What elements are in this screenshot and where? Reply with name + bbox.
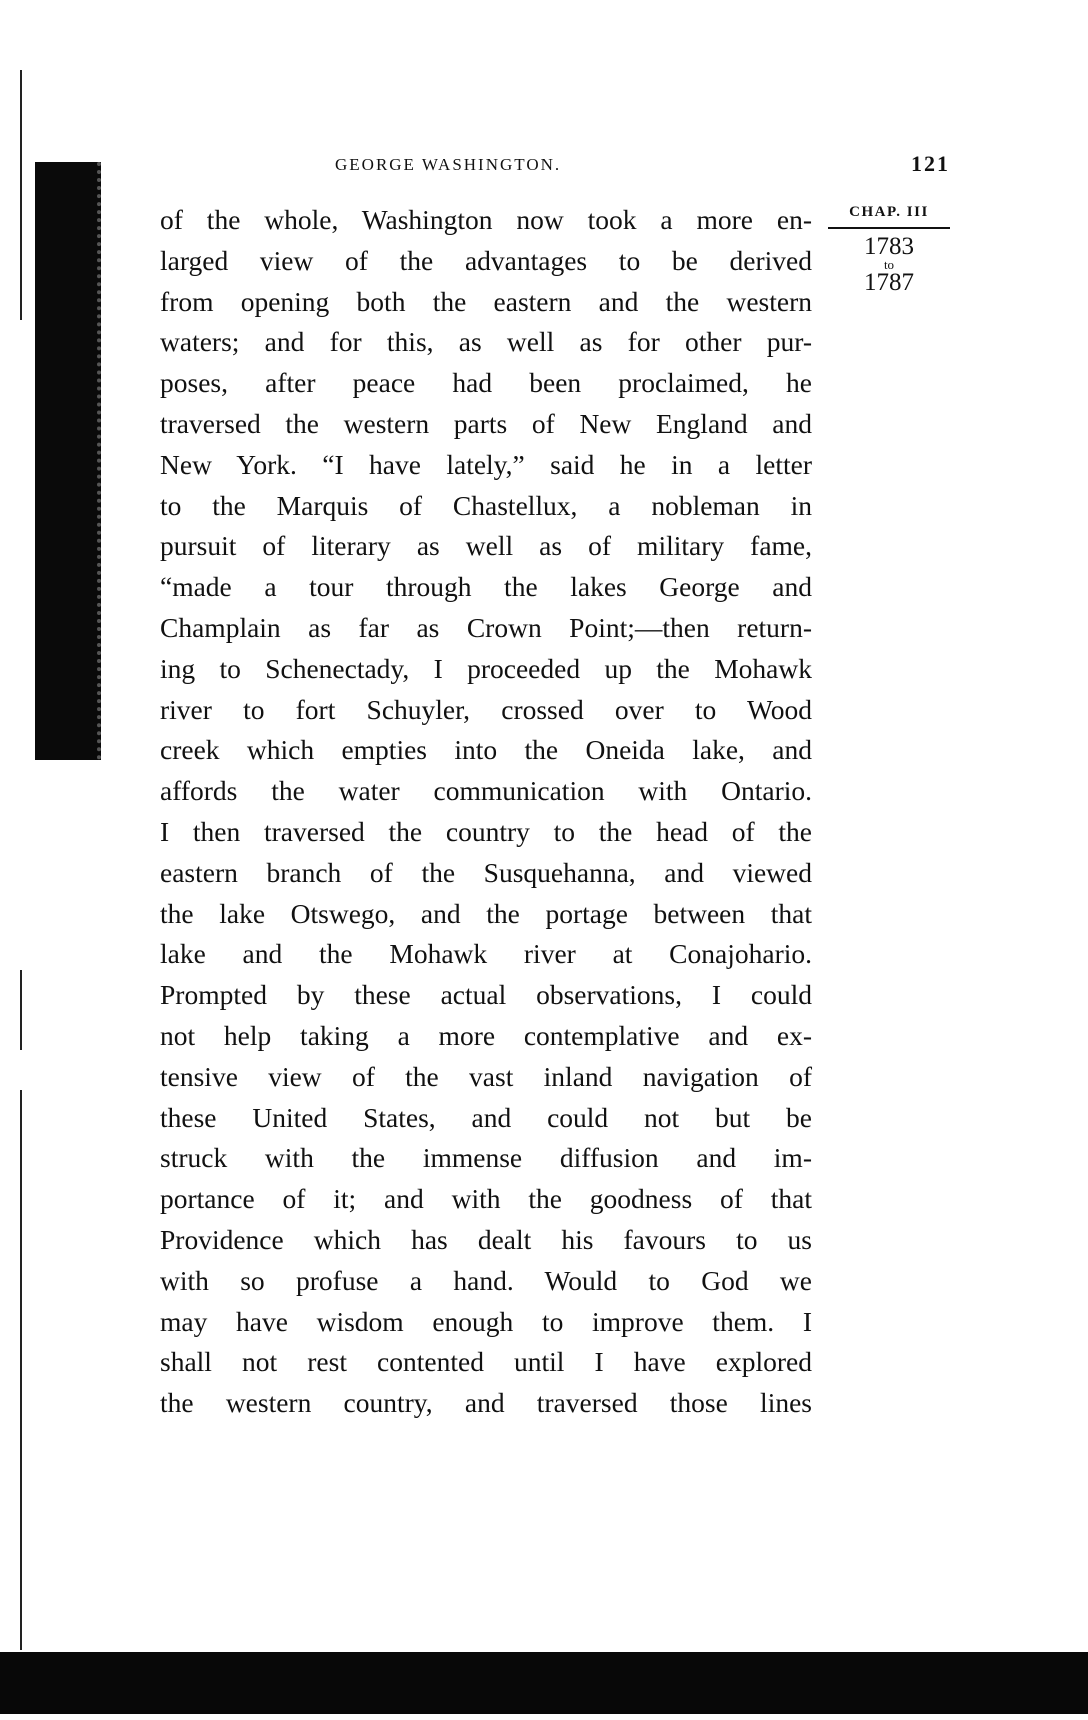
page-number: 121 (911, 151, 950, 176)
text-line: Providence which has dealt his favours to us (160, 1223, 812, 1255)
text-line: portance of it; and with the goodness of that (160, 1183, 812, 1215)
text-line: may have wisdom enough to improve them. I (160, 1305, 812, 1337)
text-line: river to fort Schuyler, crossed over to Wood (160, 693, 812, 725)
text-line: “made a tour through the lakes George and (160, 571, 812, 603)
year-end: 1787 (864, 269, 914, 296)
text-line: traversed the western parts of New England and (160, 407, 812, 439)
scan-binding-shadow (35, 162, 101, 760)
text-line: eastern branch of the Susquehanna, and viewed (160, 856, 812, 888)
text-line: of the whole, Washington now took a more en- (160, 204, 812, 235)
text-line: waters; and for this, as well as for other pur- (160, 326, 812, 358)
text-line: affords the water communication with Ontario. (160, 775, 812, 807)
text-line: with so profuse a hand. Would to God we (160, 1264, 812, 1296)
text-line: Champlain as far as Crown Point;—then return- (160, 611, 812, 643)
scan-edge-line (20, 70, 22, 320)
text-line: New York. “I have lately,” said he in a letter (160, 448, 812, 480)
text-line: not help taking a more contemplative and ex- (160, 1019, 812, 1051)
scan-bottom-shadow (0, 1652, 1088, 1714)
text-line: poses, after peace had been proclaimed, he (160, 367, 812, 399)
chapter-label: CHAP. III (828, 204, 950, 229)
text-line: ing to Schenectady, I proceeded up the Mohawk (160, 652, 812, 684)
page-header (160, 151, 950, 185)
text-line: pursuit of literary as well as of military fame, (160, 530, 812, 562)
text-line: I then traversed the country to the head of the (160, 815, 812, 847)
text-line: larged view of the advantages to be derived (160, 244, 812, 276)
year-start: 1783 (864, 233, 914, 260)
text-line: the western country, and traversed those lines (160, 1387, 812, 1419)
text-line: shall not rest contented until I have explored (160, 1346, 812, 1378)
body-text (160, 200, 812, 1424)
text-line: creek which empties into the Oneida lake, and (160, 734, 812, 766)
running-title: GEORGE WASHINGTON. (335, 155, 562, 174)
text-line: to the Marquis of Chastellux, a nobleman in (160, 489, 812, 521)
scan-edge-line (20, 970, 22, 1050)
text-line: Prompted by these actual observations, I could (160, 979, 812, 1011)
scan-edge-line (20, 1090, 22, 1650)
year-range-to: to (883, 257, 895, 272)
text-line: these United States, and could not but be (160, 1101, 812, 1133)
text-line: struck with the immense diffusion and im- (160, 1142, 812, 1174)
text-line: from opening both the eastern and the western (160, 285, 812, 317)
text-line: lake and the Mohawk river at Conajohario. (160, 938, 812, 970)
text-line: the lake Otswego, and the portage between that (160, 897, 812, 929)
text-line: tensive view of the vast inland navigation of (160, 1060, 812, 1092)
margin-note (828, 204, 950, 295)
